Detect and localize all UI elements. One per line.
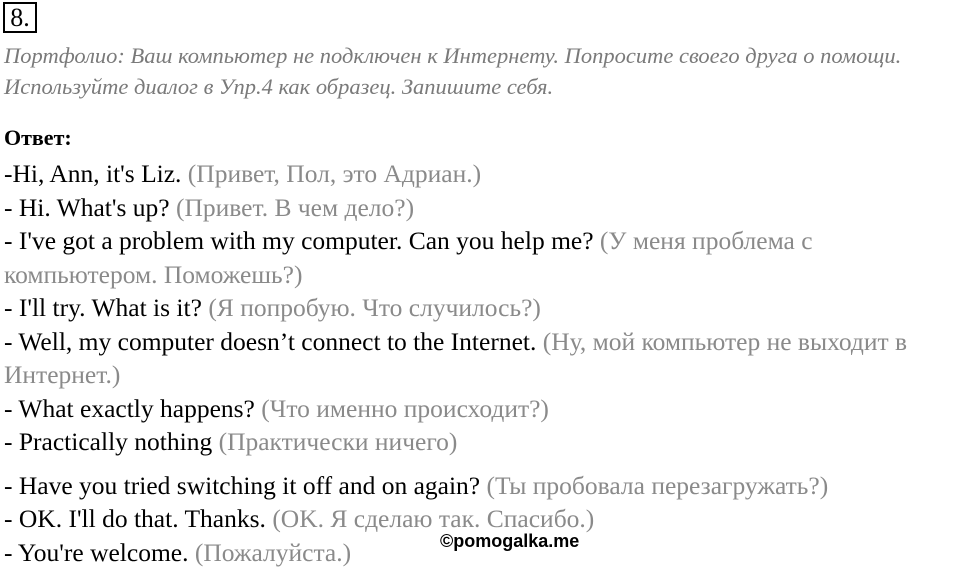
dialog-line-english: - Practically nothing — [4, 427, 213, 456]
dialog-line-translation: (Ну, мой компьютер не выходит в Интернет.) — [4, 326, 908, 389]
dialog-line-english: - I've got a problem with my computer. Can you help me? — [4, 226, 594, 255]
dialog-line-english: - OK. I'll do that. Thanks. — [4, 504, 266, 533]
dialog-line-translation: (У меня проблема с компьютером. Поможешь?) — [4, 226, 813, 289]
dialog-line-english: - I'll try. What is it? — [4, 293, 202, 322]
dialog-line — [4, 392, 956, 426]
task-instructions: Портфолио: Ваш компьютер не подключен к Интернету. Попросите своего друга о помощи. Используйте диалог в Упр.4 как образец. Запишите себя. — [4, 43, 902, 99]
dialog-line-english: -Hi, Ann, it's Liz. — [4, 159, 182, 188]
dialog-line-translation: (Я попробую. Что случилось?) — [208, 293, 541, 322]
dialog-line-translation: (OK. Я сделаю так. Спасибо.) — [272, 504, 595, 533]
watermark: ©pomogalka.me — [440, 531, 580, 551]
dialog-line — [4, 191, 956, 225]
dialog-line — [4, 157, 956, 191]
dialog-line-translation: (Практически ничего) — [218, 427, 458, 456]
dialog-line — [4, 425, 956, 459]
dialog-line-english: - You're welcome. — [4, 537, 189, 567]
dialog-line-translation: (Ты пробовала перезагружать?) — [486, 470, 829, 500]
dialog-line — [4, 224, 956, 291]
dialog — [4, 157, 956, 569]
dialog-line — [4, 469, 956, 503]
answer-label: Ответ: — [4, 125, 72, 150]
dialog-line-translation: (Что именно происходит?) — [261, 393, 549, 423]
dialog-line — [4, 325, 956, 392]
dialog-line-english: - Well, my computer doesn’t connect to the Internet. — [4, 326, 537, 356]
dialog-line-english: - What exactly happens? — [4, 393, 255, 423]
dialog-line-translation: (Привет. В чем дело?) — [175, 192, 415, 222]
dialog-line-translation: (Привет, Пол, это Адриан.) — [187, 159, 482, 188]
dialog-line-english: - Have you tried switching it off and on again? — [4, 470, 481, 500]
exercise-number: 8. — [3, 2, 37, 33]
dialog-line — [4, 291, 956, 325]
dialog-line-translation: (Пожалуйста.) — [194, 537, 352, 567]
dialog-line-english: - Hi. What's up? — [4, 192, 170, 222]
